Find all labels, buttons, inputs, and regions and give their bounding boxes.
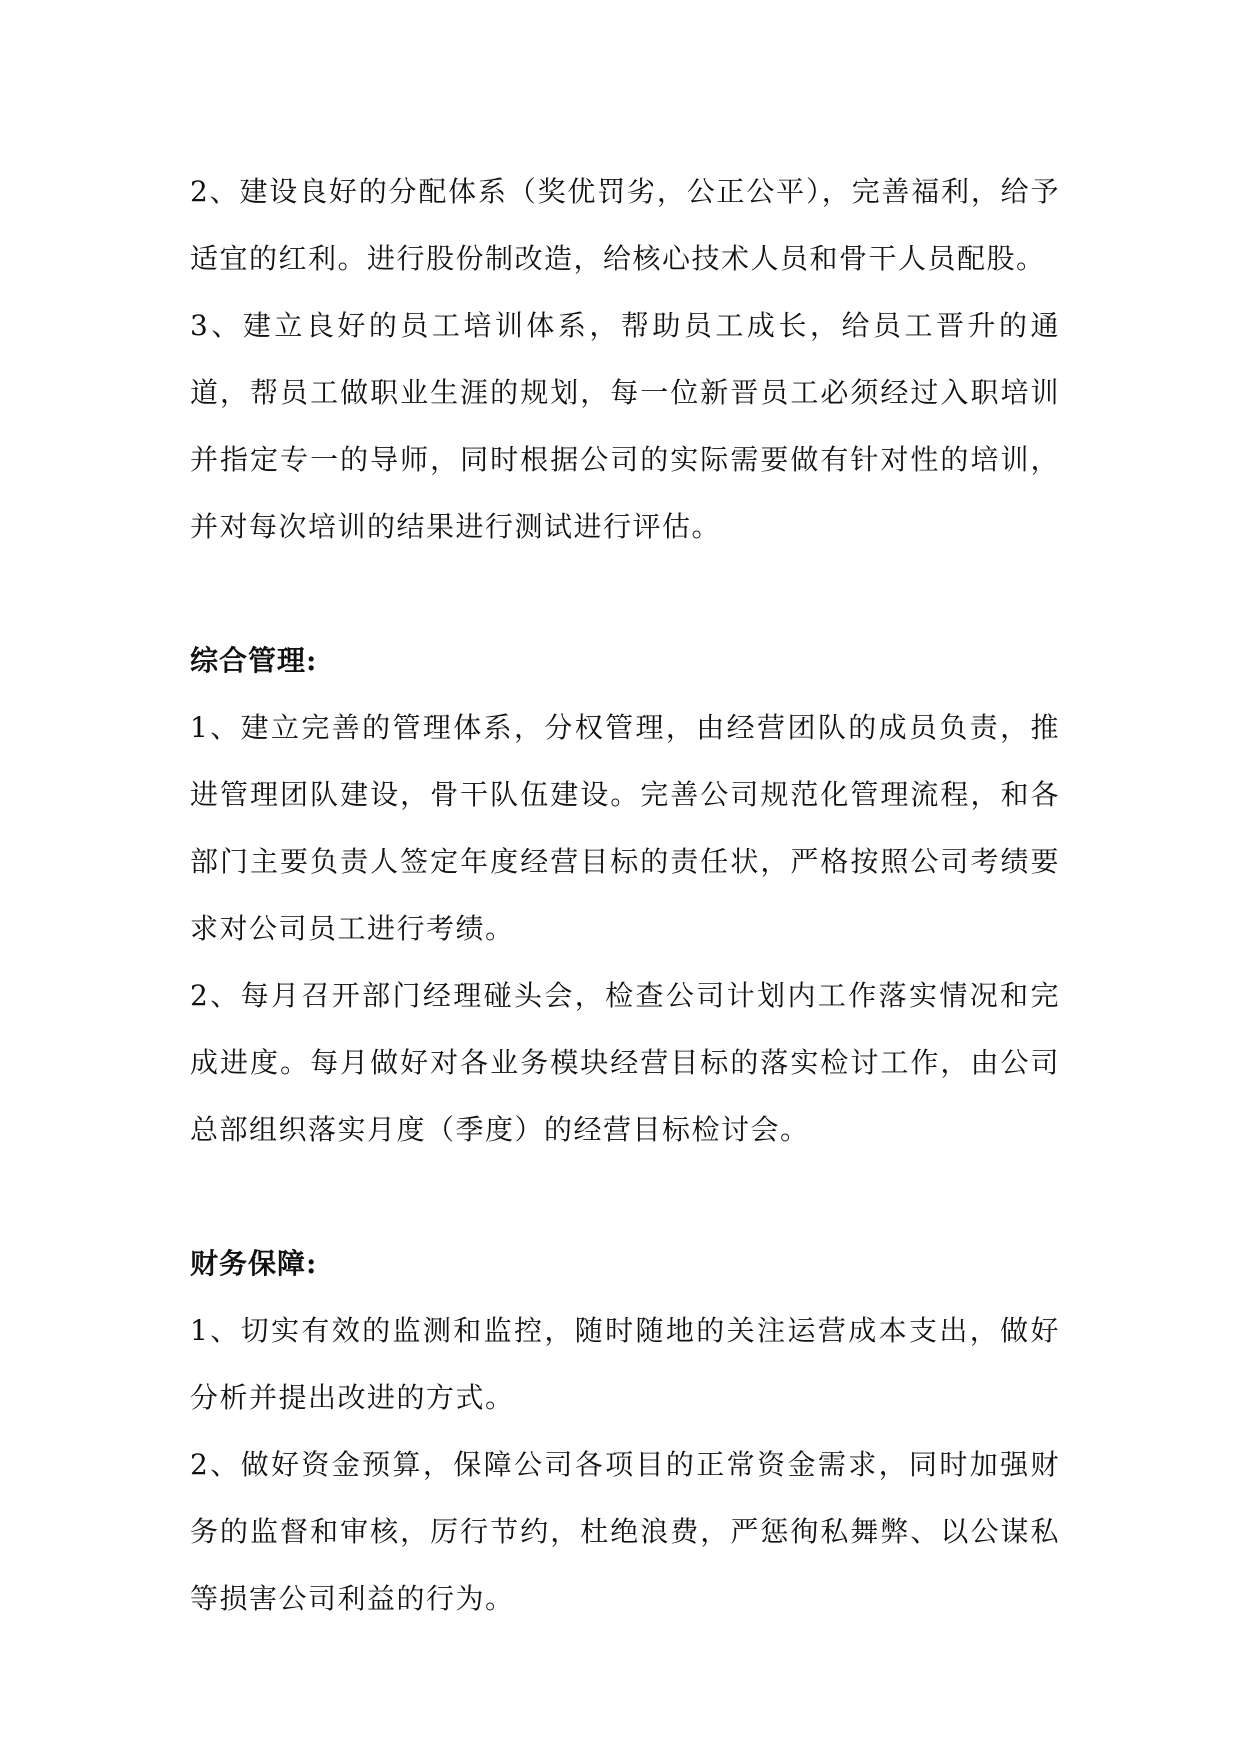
paragraph-monthly-meeting: 2、每月召开部门经理碰头会，检查公司计划内工作落实情况和完成进度。每月做好对各业务模块经营目标的落实检讨工作，由公司总部组织落实月度（季度）的经营目标检讨会。 [190, 979, 1060, 1146]
paragraph-management-system: 1、建立完善的管理体系，分权管理，由经营团队的成员负责，推进管理团队建设，骨干队伍建设。完善公司规范化管理流程，和各部门主要负责人签定年度经营目标的责任状，严格按照公司考绩要求对公司员工进行考绩。 [190, 711, 1060, 945]
paragraph-distribution: 2、建设良好的分配体系（奖优罚劣，公正公平），完善福利，给予适宜的红利。进行股份制改造，给核心技术人员和骨干人员配股。 [190, 175, 1060, 275]
heading-general-management: 综合管理: [190, 644, 318, 677]
heading-financial-guarantee: 财务保障: [190, 1247, 318, 1280]
section-spacer [190, 1163, 1060, 1230]
section-spacer [190, 560, 1060, 627]
document-page [190, 158, 1060, 1632]
paragraph-monitoring: 1、切实有效的监测和监控，随时随地的关注运营成本支出，做好分析并提出改进的方式。 [190, 1314, 1060, 1414]
paragraph-training: 3、建立良好的员工培训体系，帮助员工成长，给员工晋升的通道，帮员工做职业生涯的规划，每一位新晋员工必须经过入职培训并指定专一的导师，同时根据公司的实际需要做有针对性的培训，并对每次培训的结果进行测试进行评估。 [190, 309, 1060, 543]
paragraph-budget: 2、做好资金预算，保障公司各项目的正常资金需求，同时加强财务的监督和审核，厉行节约，杜绝浪费，严惩徇私舞弊、以公谋私等损害公司利益的行为。 [190, 1448, 1060, 1615]
